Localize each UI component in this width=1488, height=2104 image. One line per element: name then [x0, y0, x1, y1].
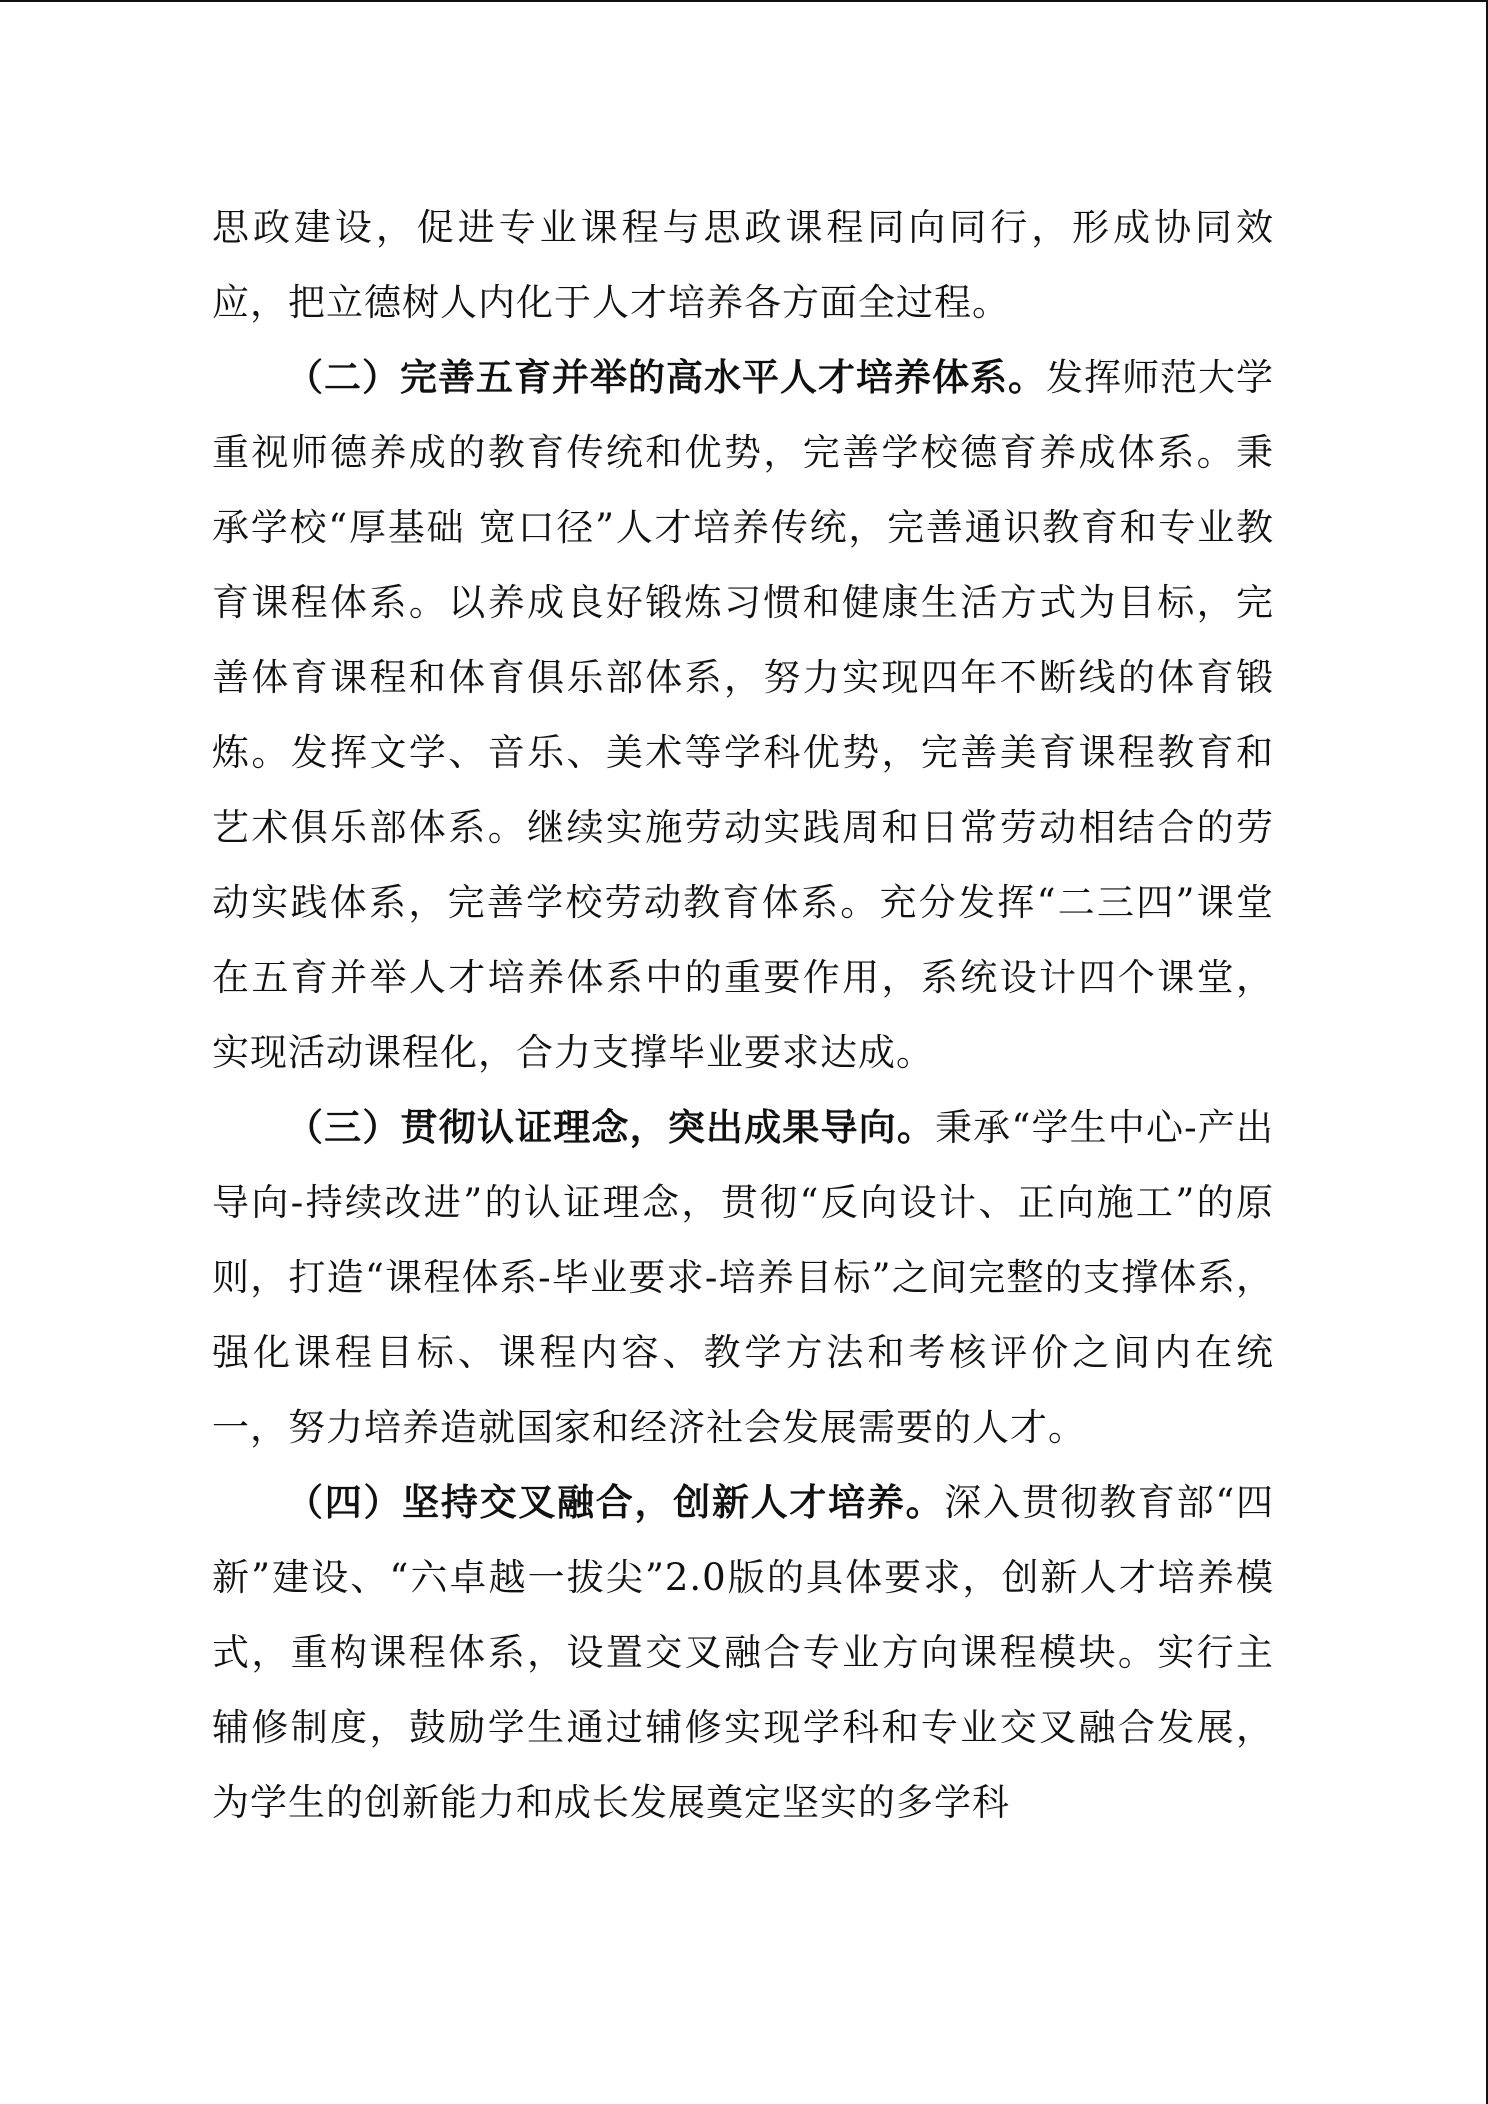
- document-body: [212, 190, 1274, 1840]
- paragraph-section-2: [212, 340, 1274, 1090]
- paragraph-text: 深入贯彻教育部“四新”建设、“六卓越一拔尖”2.0版的具体要求，创新人才培养模式，重构课程体系，设置交叉融合专业方向课程模块。实行主辅修制度，鼓励学生通过辅修实现学科和专业交叉融合发展，为学生的创新能力和成长发展奠定坚实的多学科: [212, 1481, 1274, 1824]
- section-heading: （二）完善五育并举的高水平人才培养体系。: [286, 355, 1046, 399]
- paragraph-section-3: [212, 1090, 1274, 1465]
- paragraph-text: 思政建设，促进专业课程与思政课程同向同行，形成协同效应，把立德树人内化于人才培养各方面全过程。: [212, 206, 1274, 324]
- paragraph-text: 秉承“学生中心-产出导向-持续改进”的认证理念，贯彻“反向设计、正向施工”的原则，打造“课程体系-毕业要求-培养目标”之间完整的支撑体系，强化课程目标、课程内容、教学方法和考核评价之间内在统一，努力培养造就国家和经济社会发展需要的人才。: [212, 1106, 1275, 1449]
- section-heading: （四）坚持交叉融合，创新人才培养。: [286, 1480, 945, 1524]
- paragraph-continued: [212, 190, 1274, 340]
- paragraph-text: 发挥师范大学重视师德养成的教育传统和优势，完善学校德育养成体系。秉承学校“厚基础 宽口径”人才培养传统，完善通识教育和专业教育课程体系。以养成良好锻炼习惯和健康生活方式为目标，完善体育课程和体育俱乐部体系，努力实现四年不断线的体育锻炼。发挥文学、音乐、美术等学科优势，完善美育课程教育和艺术俱乐部体系。继续实施劳动实践周和日常劳动相结合的劳动实践体系，完善学校劳动教育体系。充分发挥“二三四”课堂在五育并举人才培养体系中的重要作用，系统设计四个课堂，实现活动课程化，合力支撑毕业要求达成。: [212, 356, 1274, 1074]
- paragraph-section-4: [212, 1465, 1274, 1840]
- section-heading: （三）贯彻认证理念，突出成果导向。: [286, 1105, 935, 1149]
